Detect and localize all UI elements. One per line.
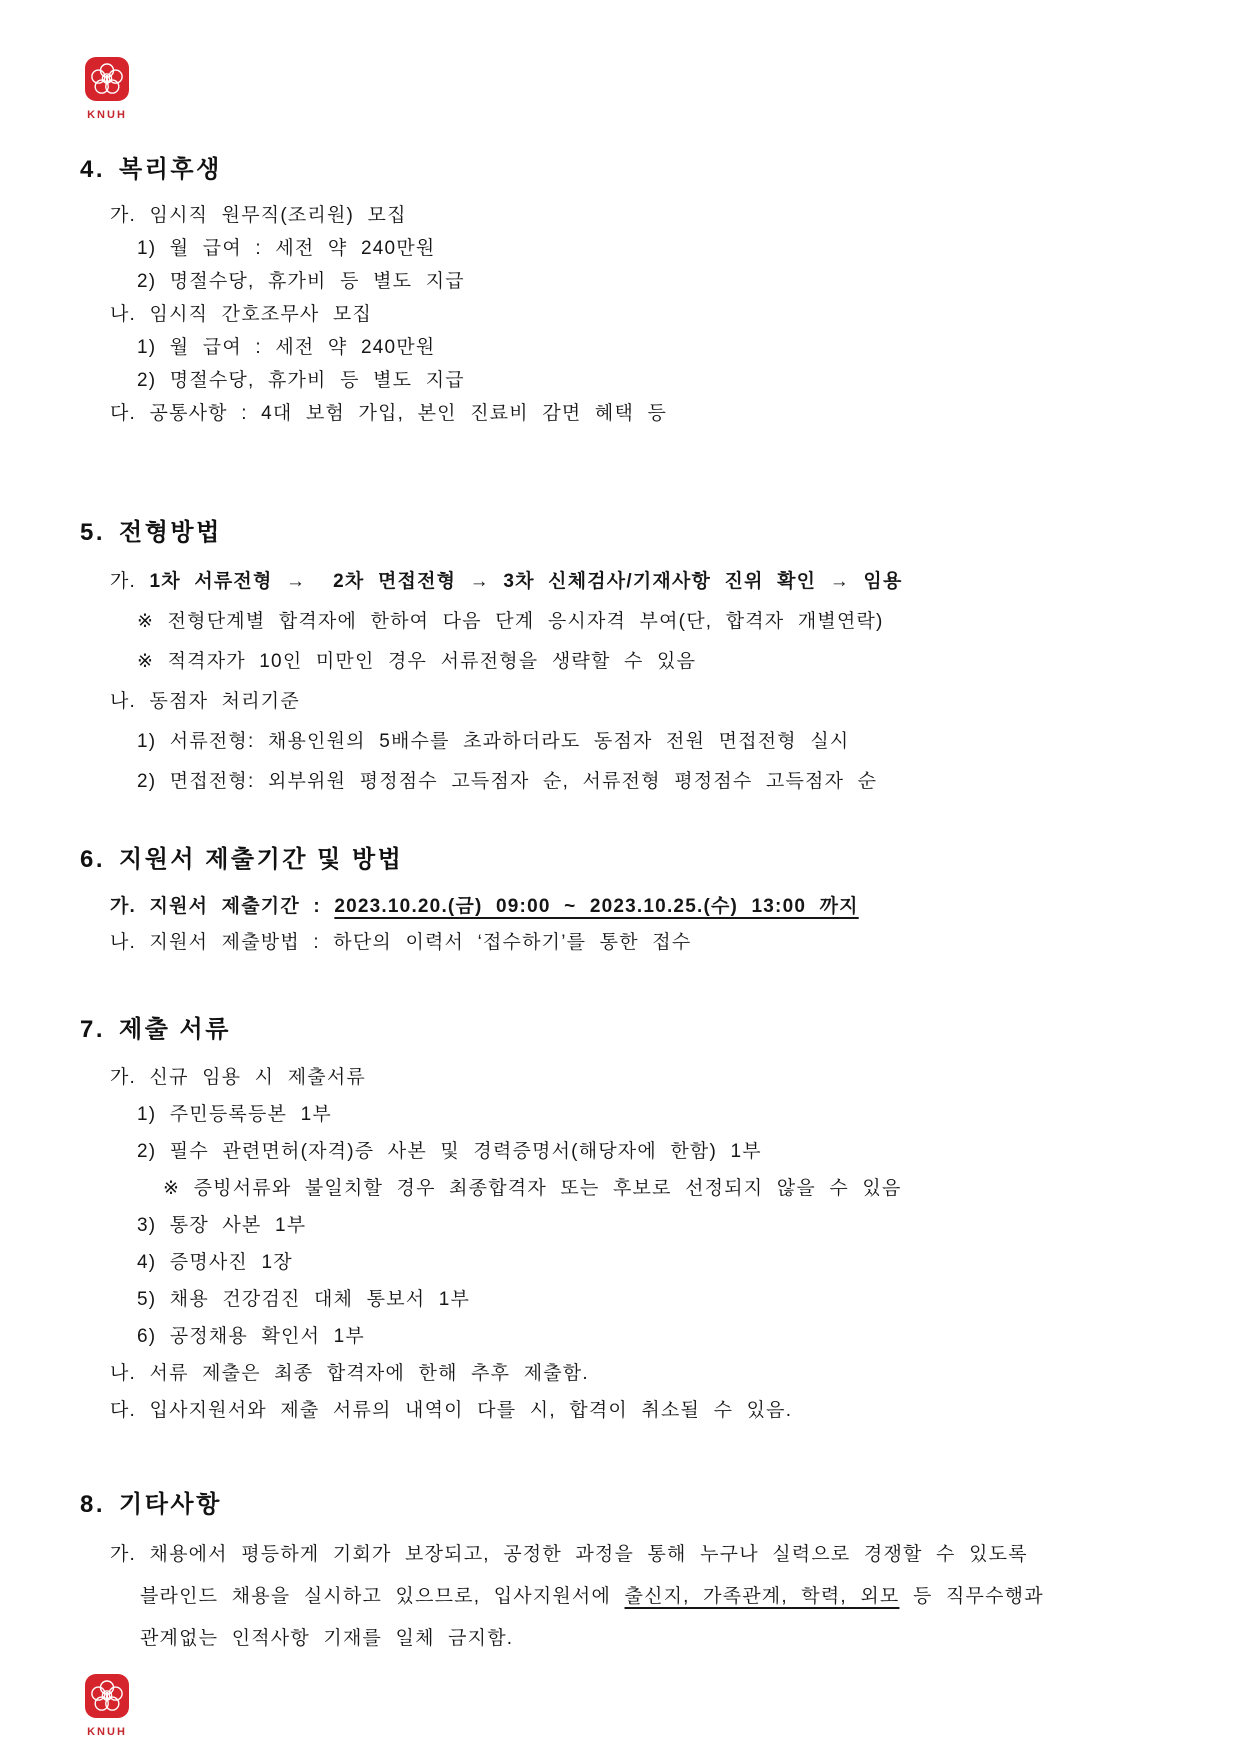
section-heading: [80, 839, 1170, 874]
doc-line: [80, 364, 1170, 397]
doc-line: [80, 232, 1170, 265]
doc-line: [80, 1576, 1170, 1618]
document-body: [80, 149, 1170, 1660]
section-title: 제출 서류: [119, 1016, 231, 1043]
doc-line: [80, 1244, 1170, 1281]
section-number: 5.: [80, 519, 106, 546]
text-run: 2) 명절수당, 휴가비 등 별도 지급: [137, 271, 465, 292]
section-number: 6.: [80, 846, 106, 873]
knuh-wordmark: KNUH: [87, 109, 127, 121]
doc-line: [80, 642, 1170, 682]
doc-line: [80, 1281, 1170, 1318]
text-run: 2023.10.20.(금) 09:00 ~ 2023.10.25.(수) 13:00 까지: [334, 896, 859, 917]
doc-line: [80, 1133, 1170, 1170]
doc-line: [80, 1207, 1170, 1244]
doc-line: [80, 682, 1170, 722]
section-number: 8.: [80, 1491, 106, 1518]
section-title: 전형방법: [119, 519, 222, 546]
section-heading: [80, 149, 1170, 184]
text-run: 등 직무수행과: [899, 1586, 1044, 1607]
doc-line: [80, 1534, 1170, 1576]
text-run: 1) 서류전형: 채용인원의 5배수를 초과하더라도 동점자 전원 면접전형 실시: [137, 731, 850, 752]
section-6: [80, 839, 1170, 961]
section-4: [80, 149, 1170, 430]
text-run: 가. 신규 임용 시 제출서류: [110, 1067, 366, 1088]
text-run: 가. 임시직 원무직(조리원) 모집: [110, 205, 407, 226]
section-title: 복리후생: [119, 156, 222, 183]
section-heading: [80, 512, 1170, 547]
knuh-wordmark: KNUH: [87, 1726, 127, 1738]
doc-line: [80, 331, 1170, 364]
doc-line: [80, 925, 1170, 961]
doc-line: [80, 298, 1170, 331]
text-run: 나. 임시직 간호조무사 모집: [110, 304, 373, 325]
text-run: 가. 지원서 제출기간 :: [110, 896, 335, 917]
doc-line: [80, 1059, 1170, 1096]
doc-line: [80, 265, 1170, 298]
text-run: 2) 명절수당, 휴가비 등 별도 지급: [137, 370, 465, 391]
text-run: 1) 월 급여 : 세전 약 240만원: [137, 238, 436, 259]
text-run: 관계없는 인적사항 기재를 일체 금지함.: [140, 1628, 514, 1649]
text-run: 다. 공통사항 : 4대 보험 가입, 본인 진료비 감면 혜택 등: [110, 403, 668, 424]
knuh-emblem-icon: [85, 57, 141, 106]
doc-line: [80, 1392, 1170, 1429]
text-run: 1) 주민등록등본 1부: [137, 1104, 332, 1125]
doc-line: [80, 889, 1170, 925]
section-title: 기타사항: [119, 1491, 222, 1518]
text-run: 5) 채용 건강검진 대체 통보서 1부: [137, 1289, 471, 1310]
section-heading: [80, 1009, 1170, 1044]
section-number: 7.: [80, 1016, 106, 1043]
text-run: 블라인드 채용을 실시하고 있으므로, 입사지원서에: [140, 1586, 625, 1607]
text-run: 6) 공정채용 확인서 1부: [137, 1326, 365, 1347]
section-5: [80, 512, 1170, 802]
doc-line: [80, 1096, 1170, 1133]
doc-line: [80, 1318, 1170, 1355]
text-run: 2) 면접전형: 외부위원 평정점수 고득점자 순, 서류전형 평정점수 고득점자 순: [137, 771, 878, 792]
doc-line: [80, 762, 1170, 802]
section-7: [80, 1009, 1170, 1429]
text-run: 나. 지원서 제출방법 : 하단의 이력서 ‘접수하기’를 통한 접수: [110, 932, 692, 953]
text-run: 가. 채용에서 평등하게 기회가 보장되고, 공정한 과정을 통해 누구나 실력으로 경쟁할 수 있도록: [110, 1544, 1028, 1565]
doc-line: [80, 1355, 1170, 1392]
knuh-logo-top: [85, 57, 141, 121]
section-title: 지원서 제출기간 및 방법: [119, 846, 404, 873]
doc-line: [80, 1618, 1170, 1660]
text-run: 1) 월 급여 : 세전 약 240만원: [137, 337, 436, 358]
text-run: 1차 서류전형 → 2차 면접전형 → 3차 신체검사/기재사항 진위 확인 → 임용: [149, 571, 903, 592]
text-run: 가.: [110, 571, 150, 592]
text-run: 다. 입사지원서와 제출 서류의 내역이 다를 시, 합격이 취소될 수 있음.: [110, 1400, 793, 1421]
doc-line: [80, 562, 1170, 602]
knuh-emblem-icon: [85, 1674, 141, 1723]
text-run: ※ 증빙서류와 불일치할 경우 최종합격자 또는 후보로 선정되지 않을 수 있음: [163, 1178, 902, 1199]
text-run: 출신지, 가족관계, 학력, 외모: [624, 1586, 900, 1607]
doc-line: [80, 722, 1170, 762]
doc-line: [80, 602, 1170, 642]
doc-line: [80, 1170, 1170, 1207]
doc-line: [80, 397, 1170, 430]
section-number: 4.: [80, 156, 106, 183]
doc-line: [80, 199, 1170, 232]
text-run: 나. 동점자 처리기준: [110, 691, 300, 712]
section-heading: [80, 1484, 1170, 1519]
text-run: 2) 필수 관련면허(자격)증 사본 및 경력증명서(해당자에 한함) 1부: [137, 1141, 762, 1162]
text-run: ※ 적격자가 10인 미만인 경우 서류전형을 생략할 수 있음: [137, 651, 697, 672]
text-run: 나. 서류 제출은 최종 합격자에 한해 추후 제출함.: [110, 1363, 589, 1384]
knuh-logo-bottom: [85, 1674, 141, 1738]
text-run: 4) 증명사진 1장: [137, 1252, 293, 1273]
text-run: 3) 통장 사본 1부: [137, 1215, 307, 1236]
text-run: ※ 전형단계별 합격자에 한하여 다음 단계 응시자격 부여(단, 합격자 개별연락): [137, 611, 884, 632]
section-8: [80, 1484, 1170, 1660]
